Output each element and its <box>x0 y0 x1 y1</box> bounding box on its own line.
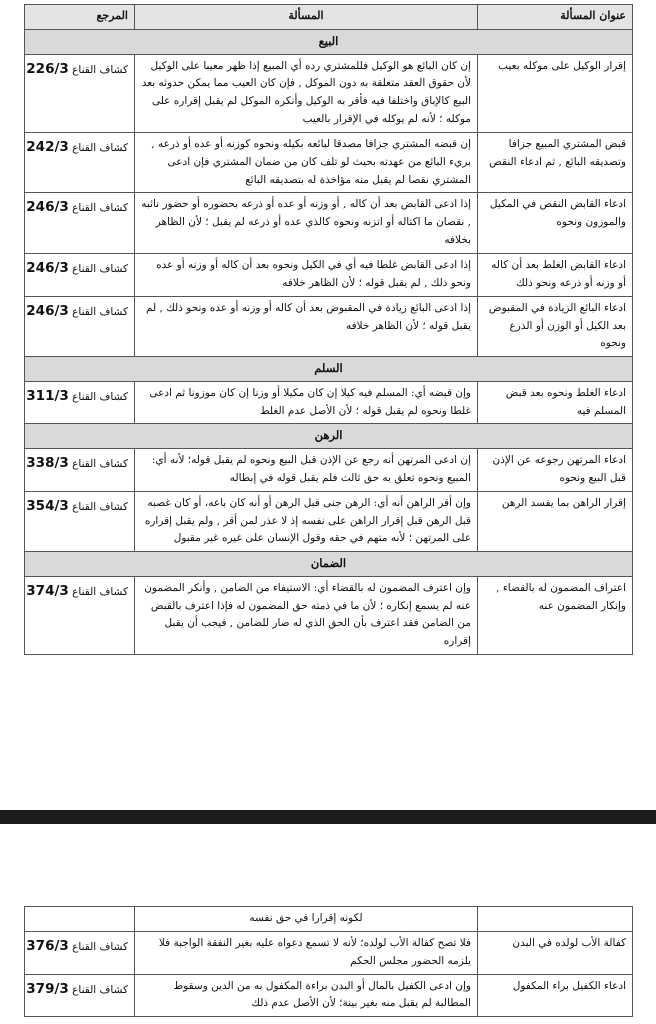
carry-over-text: لكونه إقرارا في حق نفسه <box>135 907 478 932</box>
ref-book: كشاف القناع <box>72 457 128 470</box>
table-row <box>25 576 633 654</box>
row-issue: إن قبضه المشتري جزافا مصدقا لبائعه بكيله ونحوه كوزنه أو عده أو ذرعه , بريء البائع من عهدته بحيث لو تلف كان من ضمان المشتري فإن ادعى المشتري نقصا لم يقبل منه مؤاخذة له بتصديقه البائع <box>135 132 478 193</box>
row-reference-empty <box>25 907 135 932</box>
ref-book: كشاف القناع <box>72 305 128 318</box>
row-issue: وإن ادعى الكفيل بالمال أو البدن براءة المكفول به من الدين وسقوط المطالبة لم يقبل منه بغير بينة؛ لأن الأصل عدم ذلك <box>135 974 478 1017</box>
header-title: عنوان المسألة <box>478 5 633 30</box>
ref-book: كشاف القناع <box>72 262 128 275</box>
ref-number: 246/3 <box>26 199 69 216</box>
row-title-empty <box>478 907 633 932</box>
row-issue: إن كان البائع هو الوكيل فللمشتري رده أي المبيع إذا ظهر معيبا على الوكيل لأن حقوق العقد متعلقة به دون الموكل , فإن كان العيب مما يمكن حدوثه بعد البيع كالإباق واختلفا فيه فأقر به الوكيل وأنكره الموكل لم يقبل إقراره على موكله ؛ لأنه لم يوكله في الإقرار بالعيب <box>135 54 478 132</box>
ref-book: كشاف القناع <box>72 63 128 76</box>
ref-number: 226/3 <box>26 60 69 77</box>
ref-number: 354/3 <box>26 497 69 514</box>
table-row <box>25 907 633 932</box>
ref-book: كشاف القناع <box>72 500 128 513</box>
row-reference <box>25 381 135 424</box>
section-name: السلم <box>25 357 633 382</box>
header-reference: المرجع <box>25 5 135 30</box>
row-issue: وإن أقر الراهن أنه أي: الرهن جنى قبل الرهن أو أنه كان باعه، أو كان غصبه قبل الرهن قبل إقرار الراهن على نفسه إذ لا عذر لمن أقر , ولم يقبل إقراره على المرتهن ؛ لأنه متهم في حقه وقول الإنسان على غيره غير مقبول <box>135 491 478 552</box>
ref-number: 379/3 <box>26 980 69 997</box>
table-row <box>25 54 633 132</box>
row-issue: وإن قبضه أي: المسلم فيه كيلا إن كان مكيلا أو وزنا إن كان موزونا ثم ادعى غلطا ونحوه لم يقبل قوله ؛ لأن الأصل عدم الغلط <box>135 381 478 424</box>
section-row <box>25 357 633 382</box>
table-row <box>25 132 633 193</box>
row-reference <box>25 296 135 357</box>
row-reference <box>25 54 135 132</box>
ref-book: كشاف القناع <box>72 141 128 154</box>
ref-number: 376/3 <box>26 937 69 954</box>
ref-book: كشاف القناع <box>72 940 128 953</box>
issues-table <box>24 4 633 655</box>
table-row <box>25 931 633 974</box>
row-title: إقرار الراهن بما يفسد الرهن <box>478 491 633 552</box>
table-row <box>25 381 633 424</box>
ref-number: 374/3 <box>26 582 69 599</box>
row-reference <box>25 132 135 193</box>
section-name: الضمان <box>25 552 633 577</box>
ref-book: كشاف القناع <box>72 585 128 598</box>
row-reference <box>25 576 135 654</box>
row-issue: إذا ادعى القابض بعد أن كاله , أو وزنه أو عده أو ذرعه بحضوره أو حضور نائبه , نقصان ما اكتاله أو اتزنه ونحوه كالذي عده أو ذرعه لم يقبل ؛ لأن الظاهر بخلافه <box>135 193 478 254</box>
table-row <box>25 974 633 1017</box>
row-issue: إن ادعى المرتهن أنه رجع عن الإذن قبل البيع ونحوه لم يقبل قوله؛ لأنه أي: المبيع ونحوه تعلق به حق ثالث فلم يقبل قوله في إبطاله <box>135 448 478 491</box>
row-reference <box>25 491 135 552</box>
table-row <box>25 296 633 357</box>
row-title: ادعاء الغلط ونحوه بعد قبض المسلم فيه <box>478 381 633 424</box>
row-reference <box>25 974 135 1017</box>
section-row <box>25 30 633 55</box>
section-name: البيع <box>25 30 633 55</box>
row-title: كفالة الأب لولده في البدن <box>478 931 633 974</box>
row-title: ادعاء القابض النقص في المكيل والموزون ونحوه <box>478 193 633 254</box>
row-title: ادعاء البائع الزيادة في المقبوض بعد الكيل أو الوزن أو الذرع ونحوه <box>478 296 633 357</box>
ref-number: 311/3 <box>26 387 69 404</box>
row-reference <box>25 931 135 974</box>
section-name: الرهن <box>25 424 633 449</box>
row-title: ادعاء المرتهن رجوعه عن الإذن قبل البيع ونحوه <box>478 448 633 491</box>
row-title: ادعاء القابض الغلط بعد أن كاله أو وزنه أو ذرعه ونحو ذلك <box>478 253 633 296</box>
section-row <box>25 552 633 577</box>
row-issue: إذا ادعى البائع زيادة في المقبوض بعد أن كاله أو وزنه أو عده ونحو ذلك , لم يقبل قوله ؛ لأن الظاهر خلافه <box>135 296 478 357</box>
header-issue: المسألة <box>135 5 478 30</box>
row-issue: إذا ادعى القابض غلطا فيه أي في الكيل ونحوه بعد أن كاله أو وزنه أو عده ونحو ذلك , لم يقبل قوله ؛ لأن الظاهر خلافه <box>135 253 478 296</box>
row-title: قبض المشتري المبيع جزافا وتصديقه البائع , ثم ادعاء النقص <box>478 132 633 193</box>
row-reference <box>25 253 135 296</box>
page-separator <box>0 810 656 824</box>
row-title: اعتراف المضمون له بالقضاء , وإنكار المضمون عنه <box>478 576 633 654</box>
section-row <box>25 424 633 449</box>
table-row <box>25 448 633 491</box>
table-row <box>25 193 633 254</box>
row-issue: فلا تصح كفالة الأب لولده؛ لأنه لا تسمع دعواه عليه بغير النفقة الواجبة فلا يلزمه الحضور مجلس الحكم <box>135 931 478 974</box>
ref-number: 338/3 <box>26 454 69 471</box>
ref-book: كشاف القناع <box>72 983 128 996</box>
row-title: إقرار الوكيل على موكله بعيب <box>478 54 633 132</box>
ref-number: 246/3 <box>26 259 69 276</box>
continuation-table <box>24 906 633 1017</box>
row-title: ادعاء الكفيل براء المكفول <box>478 974 633 1017</box>
ref-book: كشاف القناع <box>72 202 128 215</box>
row-issue: وإن اعترف المضمون له بالقضاء أي: الاستيفاء من الضامن , وأنكر المضمون عنه لم يسمع إنكاره ؛ لأن ما في ذمته حق المضمون له فإذا اعترف بالقبض من الضامن فقد اعترف بأن الحق الذي له صار للضامن , فيجب أن يقبل إقراره <box>135 576 478 654</box>
table-row <box>25 491 633 552</box>
row-reference <box>25 448 135 491</box>
table-row <box>25 253 633 296</box>
ref-number: 246/3 <box>26 302 69 319</box>
row-reference <box>25 193 135 254</box>
ref-number: 242/3 <box>26 138 69 155</box>
ref-book: كشاف القناع <box>72 390 128 403</box>
